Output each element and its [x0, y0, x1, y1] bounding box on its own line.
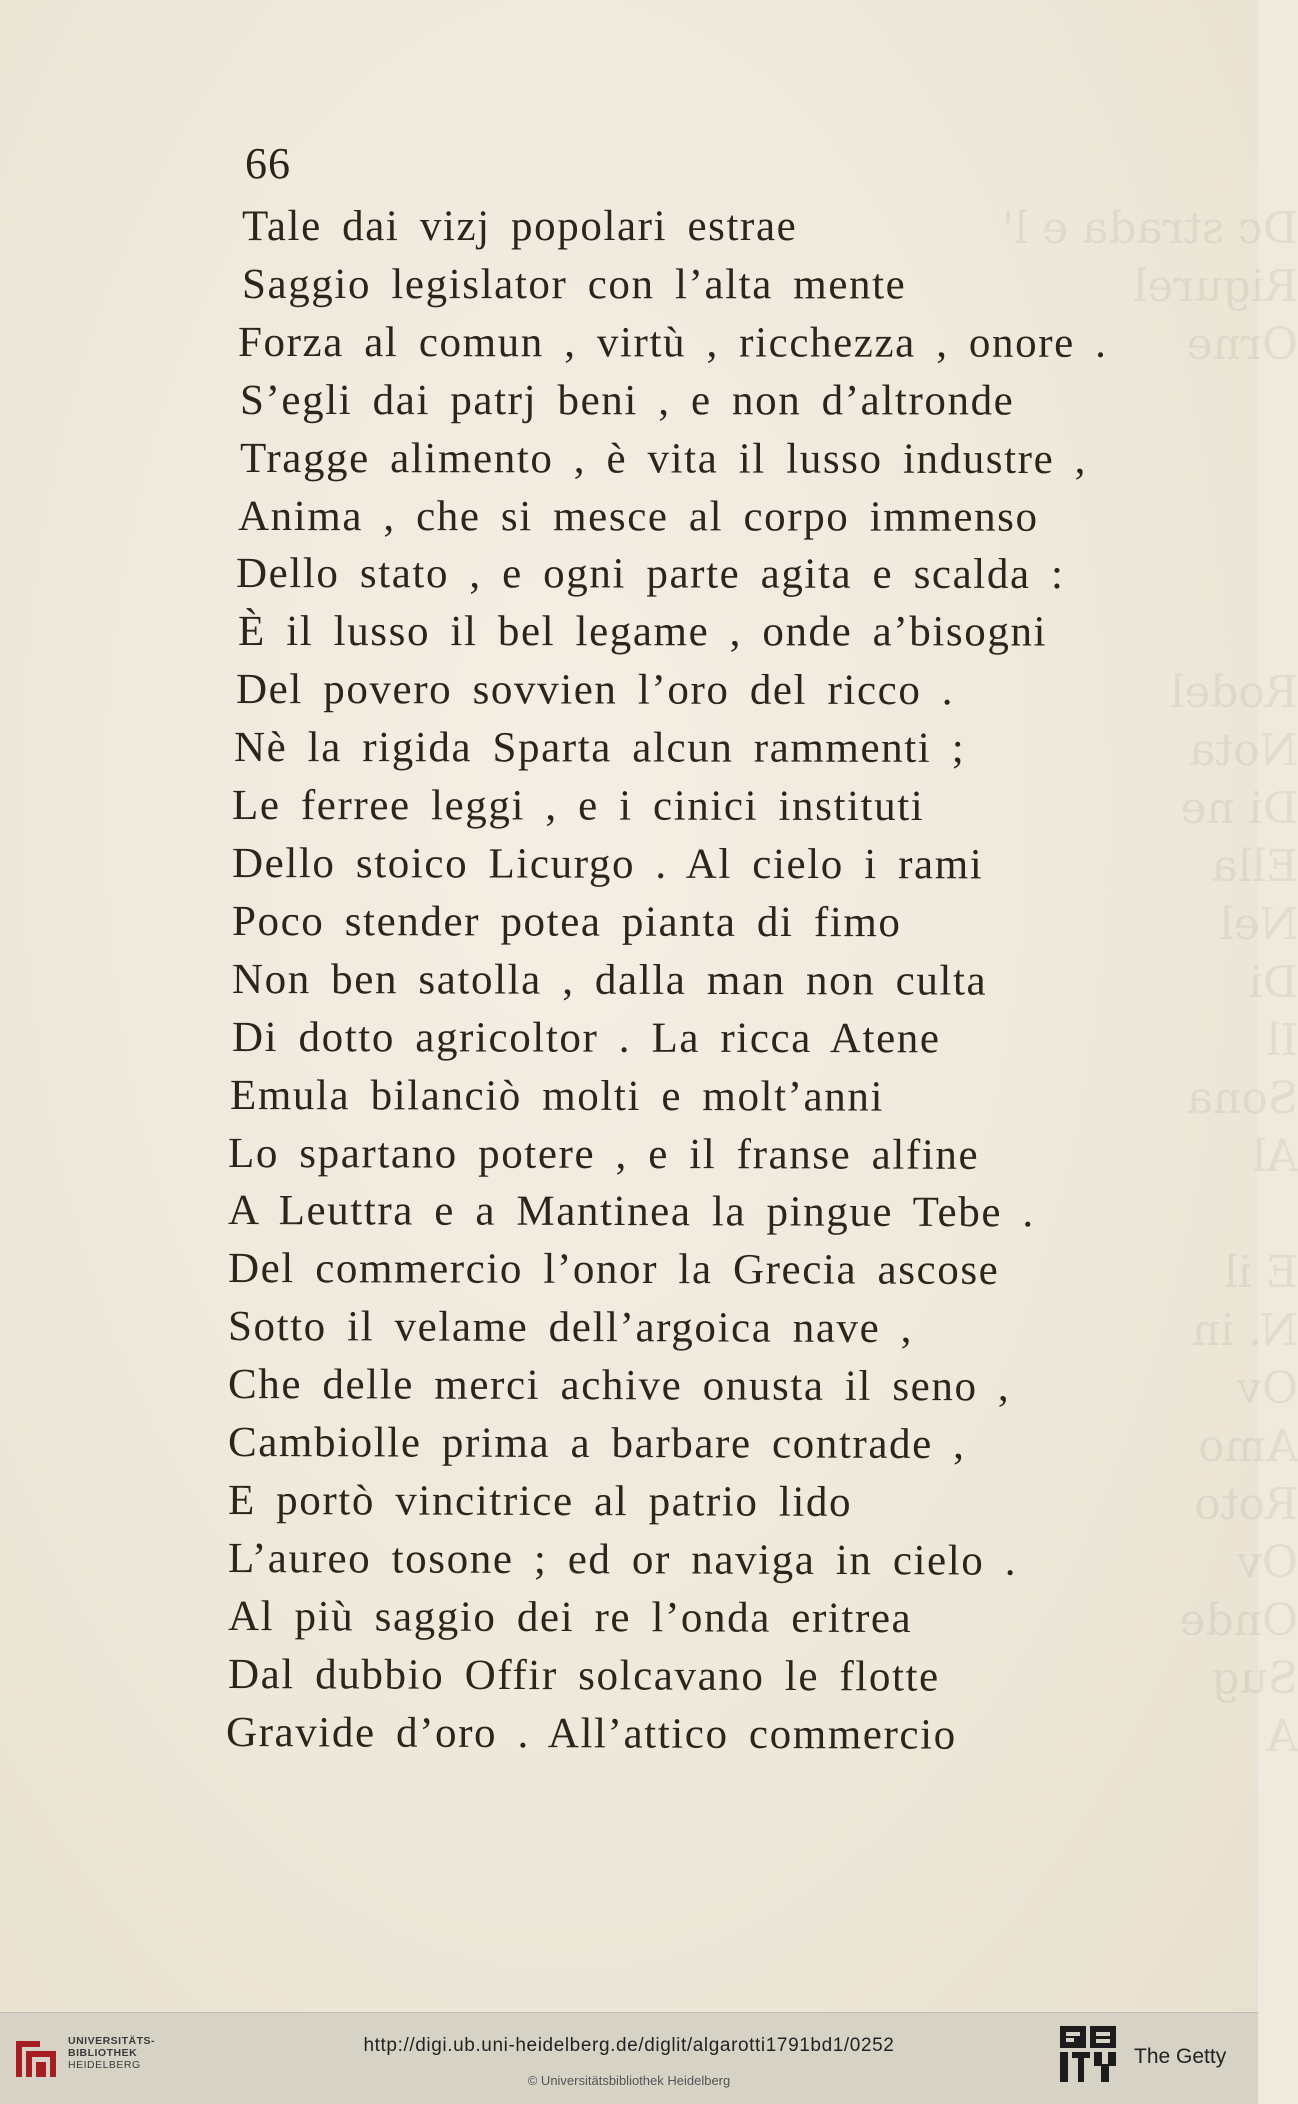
show-through-text: Dc strada e l' Rigurel Orne Rodel Nota Di ne Ella Nel Di Il Sona Al E il N. in Ov Amo Roto Ov Onde Sug A — [1001, 203, 1298, 1762]
verse-line: S’egli dai patrj beni , e non d’altronde — [239, 376, 1015, 425]
verse-line: A Leuttra e a Mantinea la pingue Tebe . — [227, 1187, 1035, 1237]
verse-line: Del commercio l’onor la Grecia ascose — [227, 1245, 1000, 1295]
verse-line: Tragge alimento , è vita il lusso industre , — [239, 434, 1088, 483]
library-name-line1: UNIVERSITÄTS- — [68, 2035, 156, 2047]
permalink-url[interactable]: http://digi.ub.uni-heidelberg.de/diglit/algarotti1791bd1/0252 — [363, 2035, 895, 2056]
verse-line: Tale dai vizj popolari estrae — [242, 203, 798, 250]
verse-line: Emula bilanciò molti e molt’anni — [229, 1071, 885, 1121]
verse-line: Di dotto agricoltor . La ricca Atene — [231, 1013, 941, 1062]
verse-line: Che delle merci achive onusta il seno , — [227, 1361, 1011, 1411]
verse-line: Del povero sovvien l’oro del ricco . — [235, 666, 955, 715]
page-number: 66 — [245, 139, 291, 188]
verse-line: Gravide d’oro . All’attico commercio — [225, 1708, 957, 1759]
verse-line: Dello stato , e ogni parte agita e scalda : — [235, 550, 1065, 599]
verse-line: Al più saggio dei re l’onda eritrea — [227, 1592, 913, 1642]
verse-line: Cambiolle prima a barbare contrade , — [227, 1419, 966, 1469]
poem-verse-block — [225, 198, 1108, 1761]
verse-line: Sotto il velame dell’argoica nave , — [227, 1303, 914, 1353]
verse-line: Non ben satolla , dalla man non culta — [231, 955, 988, 1005]
verse-line: Poco stender potea pianta di fimo — [231, 897, 902, 947]
getty-logo-icon — [1060, 2026, 1116, 2092]
verse-line: È il lusso il bel legame , onde a’bisogni — [237, 608, 1048, 656]
verse-line: E portò vincitrice al patrio lido — [227, 1476, 853, 1526]
verse-line: Lo spartano potere , e il franse alfine — [227, 1129, 980, 1179]
library-name-line3: HEIDELBERG — [68, 2059, 141, 2071]
verse-line: Forza al comun , virtù , ricchezza , onore . — [237, 318, 1108, 367]
verse-line: Saggio legislator con l’alta mente — [241, 260, 907, 309]
verse-line: L’aureo tosone ; ed or naviga in cielo . — [227, 1534, 1018, 1585]
copyright-notice: © Universitätsbibliothek Heidelberg — [527, 2073, 731, 2088]
verse-line: Nè la rigida Sparta alcun rammenti ; — [233, 724, 966, 773]
digitization-footer — [0, 2012, 1258, 2104]
verse-line: Anima , che si mesce al corpo immenso — [237, 492, 1039, 541]
verse-line: Le ferree leggi , e i cinici instituti — [231, 782, 925, 831]
verse-line: Dal dubbio Offir solcavano le flotte — [227, 1650, 940, 1701]
partner-name: The Getty — [1134, 2045, 1227, 2068]
library-name-line2: BIBLIOTHEK — [68, 2047, 138, 2059]
verse-line: Dello stoico Licurgo . Al cielo i rami — [231, 839, 984, 889]
